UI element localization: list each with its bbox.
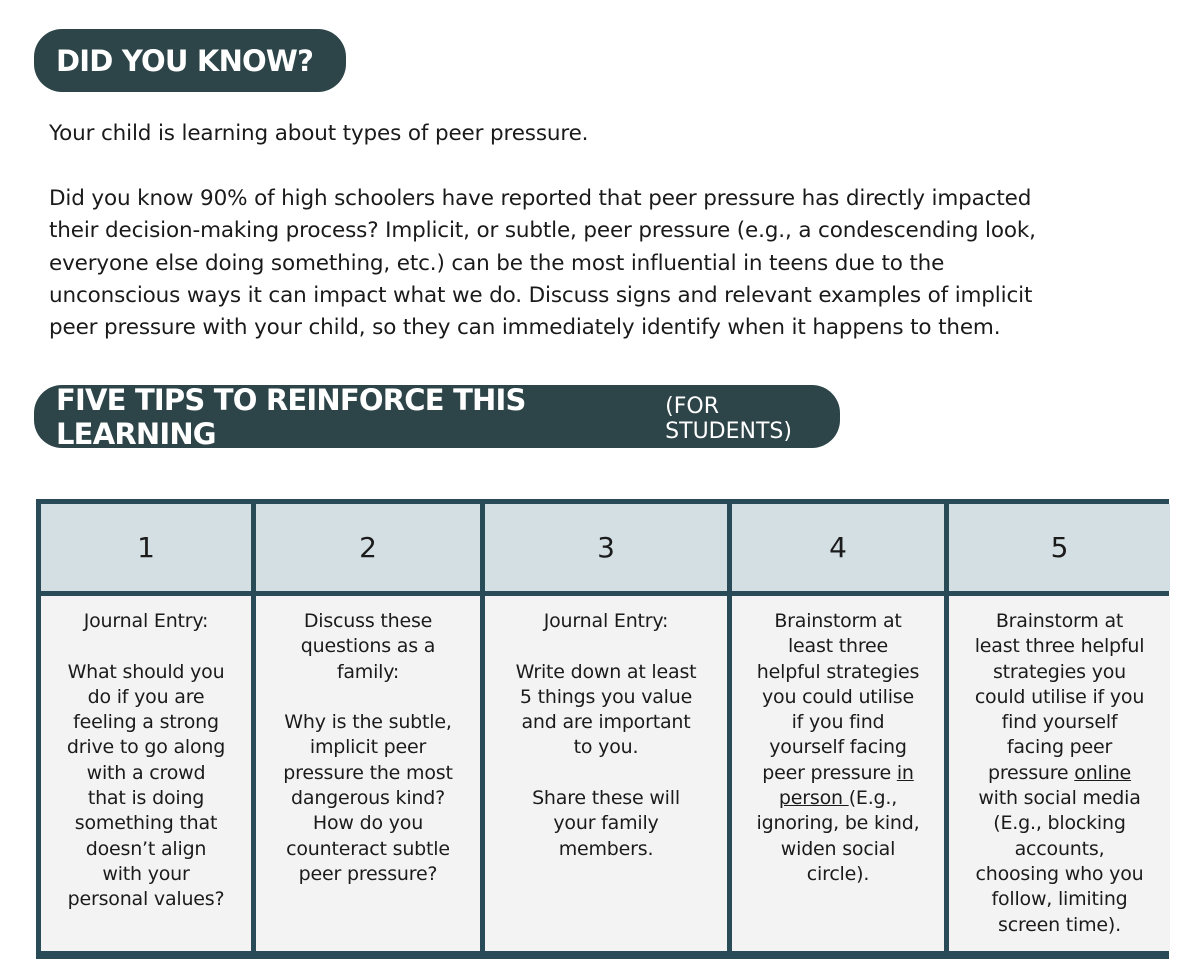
paragraph-line: peer pressure with your child, so they can immediately identify when it happens to them. [49,315,1001,341]
tip-line: Brainstorm at [995,610,1124,632]
five-tips-title: FIVE TIPS TO REINFORCE THIS LEARNING [56,382,526,451]
tip-line: What should you [67,660,225,683]
underlined-text: person [778,787,849,810]
tip-line: find yourself [1001,711,1118,734]
tip-line: feeling a strong [73,711,219,734]
tip-line: dangerous kind? [291,787,445,810]
paragraph-line: unconscious ways it can impact what we do. Discuss signs and relevant examples of implicit [49,282,1033,308]
paragraph-line: everyone else doing something, etc.) can be the most influential in teens due to the [49,250,945,276]
tip-line: and are important [521,711,691,734]
tip-line: counteract subtle [286,837,450,860]
tip-text: pressure [987,761,1075,784]
tip-line: widen social [780,837,896,860]
tip-line: choosing who you [975,862,1144,885]
tip-line: screen time). [998,913,1121,936]
tip-line: Write down at least [515,660,697,683]
tip-heading-line: family: [336,660,400,683]
five-tips-subtitle: (FOR STUDENTS) [665,393,792,444]
tip-line: to you. [573,736,639,759]
tip-line: your family [553,812,659,835]
underlined-text: online [1074,761,1132,784]
tip-line-mixed [736,761,940,786]
tip-cell-4 [732,596,944,951]
intro-text: Your child is learning about types of peer pressure. [49,121,589,146]
tip-line: doesn’t align [85,837,207,860]
tip-line: circle). [806,862,870,885]
tip-line-mixed [736,786,940,811]
paragraph-line: Did you know 90% of high schoolers have reported that peer pressure has directly impacted [49,186,1032,211]
did-you-know-title: DID YOU KNOW? [56,43,314,78]
tip-line: with a crowd [86,761,206,784]
tip-line: strategies you [992,660,1127,683]
tip-line: drive to go along [66,736,226,759]
tip-line: implicit peer [309,736,427,759]
five-tips-banner [34,382,840,451]
tip-line: least three [787,635,889,658]
tip-line: facing peer [1006,736,1113,759]
tip-line-mixed [953,761,1166,786]
tip-line: Brainstorm at [774,610,902,632]
tip-line: something that [74,812,218,835]
tip-line: you could utilise [762,685,914,708]
tip-line: follow, limiting [991,888,1128,911]
paragraph-line: their decision-making process? Implicit, or subtle, peer pressure (e.g., a condescending look, [49,218,1036,244]
tip-line: yourself facing [769,736,907,759]
tip-line: do if you are [87,685,205,708]
tip-line: personal values? [67,888,225,911]
tip-line: How do you [312,812,424,835]
tip-cell-2 [256,596,480,951]
tips-table [36,499,1169,959]
tip-text: peer pressure [762,761,897,784]
tip-number-2: 2 [256,504,480,591]
tip-line: (E.g., blocking [993,812,1126,835]
tip-cell-5 [949,596,1170,951]
tip-cell-1 [41,596,251,951]
tip-line: members. [558,837,654,860]
underlined-text: in [896,761,914,784]
tip-heading-line: Discuss these [303,610,433,632]
tip-number-3: 3 [485,504,727,591]
tip-line: could utilise if you [974,685,1145,708]
tip-line: least three helpful [974,635,1145,658]
tip-heading: Journal Entry: [543,610,669,632]
tip-line: with your [102,862,190,885]
tip-text: (E.g., [848,787,898,810]
tip-line: accounts, [1014,837,1105,860]
did-you-know-banner [34,29,346,92]
info-paragraph [49,183,1169,344]
tip-number-5: 5 [949,504,1170,591]
tip-line: Why is the subtle, [284,711,452,734]
tip-line: helpful strategies [756,660,920,683]
tip-line: peer pressure? [298,862,438,885]
tip-cell-3 [485,596,727,951]
tip-line: that is doing [87,787,205,810]
tip-number-4: 4 [732,504,944,591]
tip-line: 5 things you value [519,685,693,708]
tip-line: with social media [978,787,1141,810]
tip-number-1: 1 [41,504,251,591]
tip-line: ignoring, be kind, [756,812,920,835]
tip-line: Share these will [532,787,680,810]
tip-line: pressure the most [283,761,453,784]
tip-line: if you find [791,711,885,734]
tip-heading: Journal Entry: [83,610,209,632]
tip-heading-line: questions as a [300,635,436,658]
